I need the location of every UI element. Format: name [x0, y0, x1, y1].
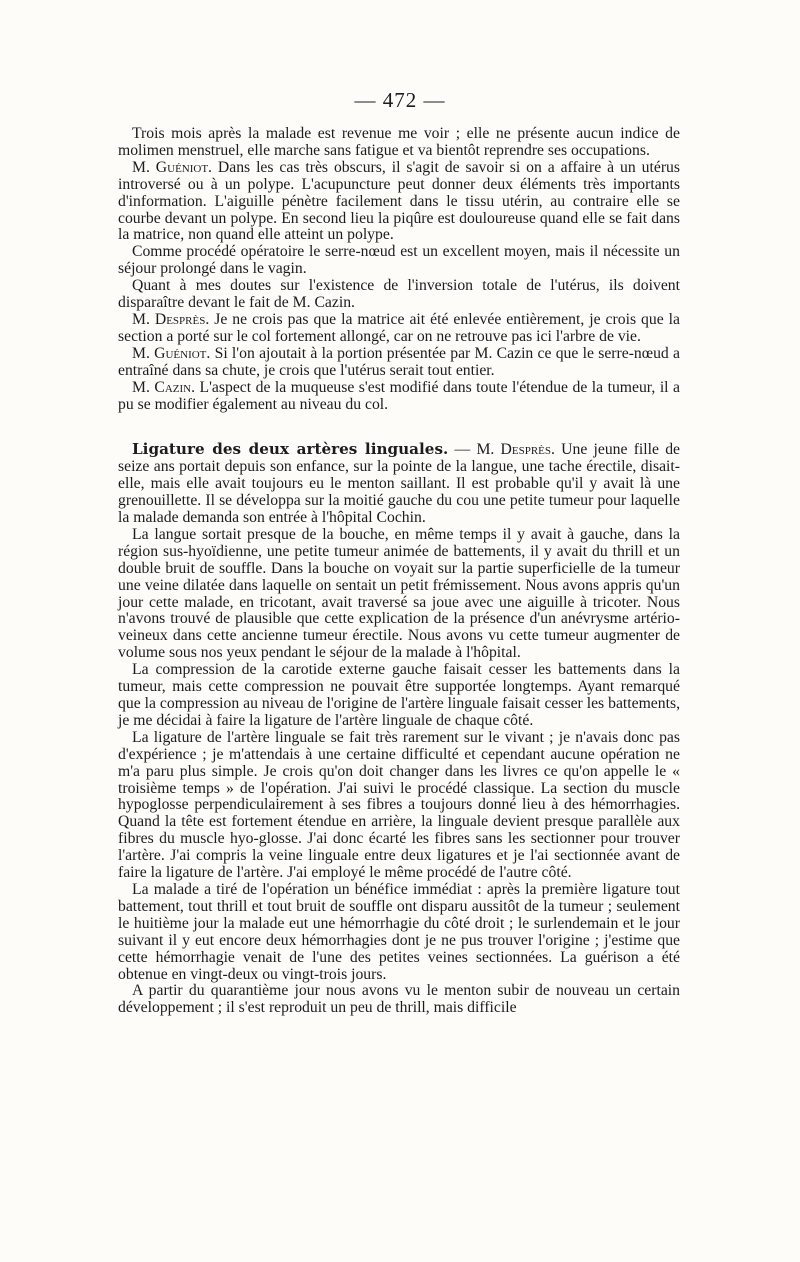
- paragraph: [118, 441, 680, 527]
- paragraph-text: L'aspect de la muqueuse s'est modifié dans toute l'étendue de la tumeur, il a pu se modifier également au niveau du col.: [118, 378, 680, 413]
- page-number: — 472 —: [354, 88, 446, 112]
- paragraph-text: Dans les cas très obscurs, il s'agit de savoir si on a affaire à un utérus introversé ou à un polype. L'acupuncture peut donner deux éléments très importants d'information. L'aiguille pénètre facilement dans le tissu utérin, au contraire elle se courbe devant un polype. En second lieu la piqûre est douloureuse quand elle se fait dans la matrice, non quand elle atteint un polype.: [118, 158, 680, 244]
- body-text: [118, 126, 680, 1017]
- paragraph: La langue sortait presque de la bouche, en même temps il y avait à gauche, dans la région sus-hyoïdienne, une petite tumeur animée de battements, il y avait du thrill et un double bruit de souffle. Dans la bouche on voyait sur la partie superficielle de la tumeur une veine dilatée dans laquelle on sentait un petit frémissement. Nous avons appris qu'un jour cette malade, en tricotant, avait traversé sa joue avec une aiguille à tricoter. Nous n'avons trouvé de plausible que cette explication de la présence d'un anévrysme artério-veineux dans cette ancienne tumeur érectile. Nous avons vu cette tumeur augmenter de volume sous nos yeux pendant le séjour de la malade à l'hôpital.: [118, 525, 680, 662]
- paragraph: Quant à mes doutes sur l'existence de l'inversion totale de l'utérus, ils doivent disparaître devant le fait de M. Cazin.: [118, 277, 680, 312]
- paragraph: La malade a tiré de l'opération un bénéfice immédiat : après la première ligature tout battement, tout thrill et tout bruit de souffle ont disparu aussitôt de la tumeur ; seulement le huitième jour la malade eut une hémorrhagie du côté droit ; le surlendemain et le jour suivant il y eut encore deux hémorrhagies dont je ne pus trouver l'origine ; j'estime que cette hémorrhagie venait de l'une des petites veines sectionnées. La guérison a été obtenue en vingt-deux ou vingt-trois jours.: [118, 880, 680, 983]
- paragraph: La ligature de l'artère linguale se fait très rarement sur le vivant ; je n'avais donc pas d'expérience ; je m'attendais à une certaine difficulté et cependant aucune opération ne m'a paru plus simple. Je crois qu'on doit changer dans les livres ce qu'on appelle le « troisième temps » de l'opération. J'ai suivi le procédé classique. La section du muscle hypoglosse perpendiculairement à ses fibres a toujours donné lieu à des hémorrhagies. Quand la tête est fortement étendue en arrière, la linguale devient presque parallèle aux fibres du muscle hyo-glosse. J'ai donc écarté les fibres sans les sectionner pour trouver l'artère. J'ai compris la veine linguale entre deux ligatures et je l'ai sectionnée avant de faire la ligature de l'artère. J'ai employé le même procédé de l'autre côté.: [118, 728, 680, 882]
- section-author: — M. Desprès.: [454, 441, 555, 459]
- section-heading: Ligature des deux artères linguales.: [132, 440, 449, 459]
- speaker-name: M. Desprès.: [132, 310, 210, 328]
- paragraph-text: Si l'on ajoutait à la portion présentée par M. Cazin ce que le serre-nœud a entraîné dans sa chute, je crois que l'utérus serait tout entier.: [118, 344, 680, 379]
- paragraph: [118, 312, 680, 346]
- paragraph: A partir du quarantième jour nous avons vu le menton subir de nouveau un certain développement ; il s'est reproduit un peu de thrill, mais difficile: [118, 982, 680, 1017]
- speaker-name: M. Guéniot.: [132, 158, 212, 176]
- speaker-name: M. Cazin.: [132, 378, 196, 396]
- section-gap: [118, 413, 680, 441]
- paragraph-text: Je ne crois pas que la matrice ait été enlevée entièrement, je crois que la section a porté sur le col fortement allongé, car on ne retrouve pas ici l'arbre de vie.: [118, 310, 680, 345]
- paragraph: [118, 160, 680, 245]
- paragraph-text: Une jeune fille de seize ans portait depuis son enfance, sur la pointe de la langue, une tache érectile, disait-elle, mais elle avait toujours eu le menton saillant. Il est probable qu'il y avait là une grenouillette. Il se développa sur la moitié gauche du cou une petite tumeur pour laquelle la malade demanda son entrée à l'hôpital Cochin.: [118, 441, 680, 527]
- paragraph: Comme procédé opératoire le serre-nœud est un excellent moyen, mais il nécessite un séjour prolongé dans le vagin.: [118, 243, 680, 278]
- paragraph: La compression de la carotide externe gauche faisait cesser les battements dans la tumeur, mais cette compression ne pouvait être supportée longtemps. Ayant remarqué que la compression au niveau de l'origine de l'artère linguale faisait cesser les battements, je me décidai à faire la ligature de l'artère linguale de chaque côté.: [118, 661, 680, 729]
- speaker-name: M. Guéniot.: [132, 344, 211, 362]
- paragraph: Trois mois après la malade est revenue me voir ; elle ne présente aucun indice de molimen menstruel, elle marche sans fatigue et va bientôt reprendre ses occupations.: [118, 125, 680, 159]
- paragraph: [118, 380, 680, 414]
- paragraph: [118, 346, 680, 380]
